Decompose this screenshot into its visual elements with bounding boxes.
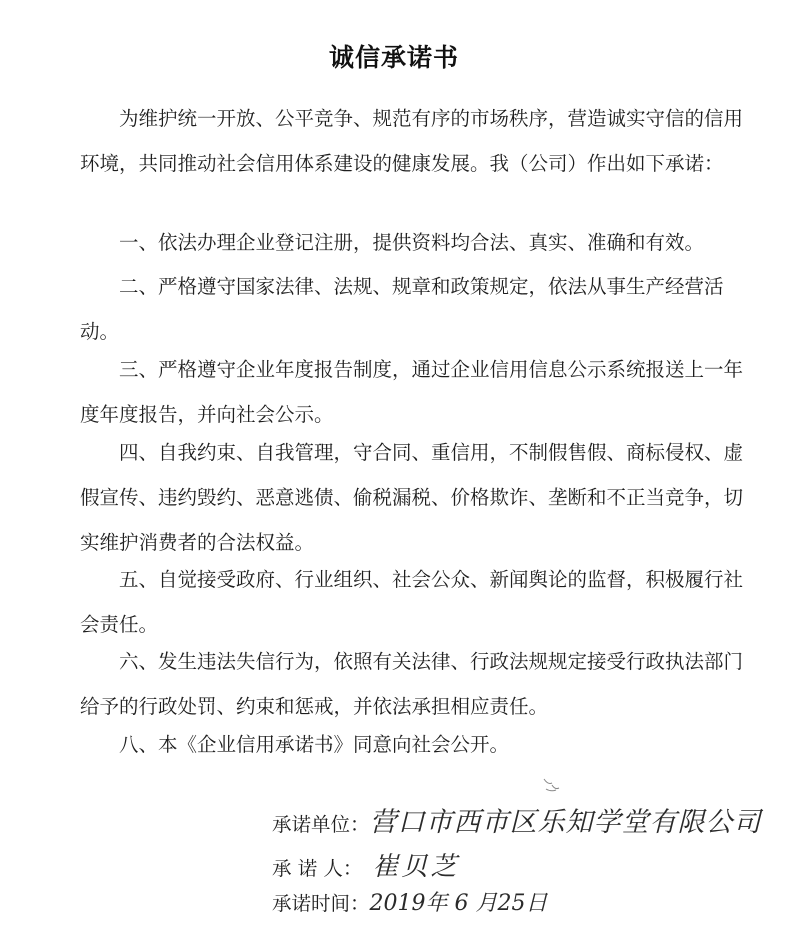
commitment-item-1: 一、依法办理企业登记注册，提供资料均合法、真实、准确和有效。: [119, 231, 705, 254]
signature-date-handwritten: 2019年 6 月25日: [369, 891, 548, 916]
commitment-item-5: 五、自觉接受政府、行业组织、社会公众、新闻舆论的监督，积极履行社会责任。: [80, 568, 744, 636]
commitment-item-4: 四、自我约束、自我管理，守合同、重信用，不制假售假、商标侵权、虚假宣传、违约毁约、恶意逃债、偷税漏税、价格欺诈、垄断和不正当竞争，切实维护消费者的合法权益。: [80, 441, 744, 554]
commitment-item-6: 六、发生违法失信行为，依照有关法律、行政法规规定接受行政执法部门给予的行政处罚、约束和惩戒，并依法承担相应责任。: [80, 650, 744, 718]
signature-unit-handwritten: 营口市西市区乐知学堂有限公司: [369, 807, 762, 838]
signature-person-label: 承 诺 人：: [272, 857, 363, 880]
signature-date-label: 承诺时间：: [272, 892, 370, 915]
signature-unit-label: 承诺单位：: [272, 813, 370, 836]
intro-paragraph: 为维护统一开放、公平竞争、规范有序的市场秩序，营造诚实守信的信用环境，共同推动社会信用体系建设的健康发展。我（公司）作出如下承诺：: [80, 107, 744, 175]
commitment-item-8: 八、本《企业信用承诺书》同意向社会公开。: [119, 733, 510, 756]
signature-person-row: [272, 846, 459, 886]
commitment-item-2: 二、严格遵守国家法律、法规、规章和政策规定，依法从事生产经营活动。: [80, 275, 724, 343]
document-title: 诚信承诺书: [328, 43, 459, 72]
signature-date-row: [272, 886, 547, 926]
signature-person-handwritten: 崔贝芝: [372, 852, 460, 882]
signature-unit-row: [272, 800, 762, 840]
commitment-item-3: 三、严格遵守企业年度报告制度，通过企业信用信息公示系统报送上一年度年度报告，并向社会公示。: [80, 358, 744, 426]
